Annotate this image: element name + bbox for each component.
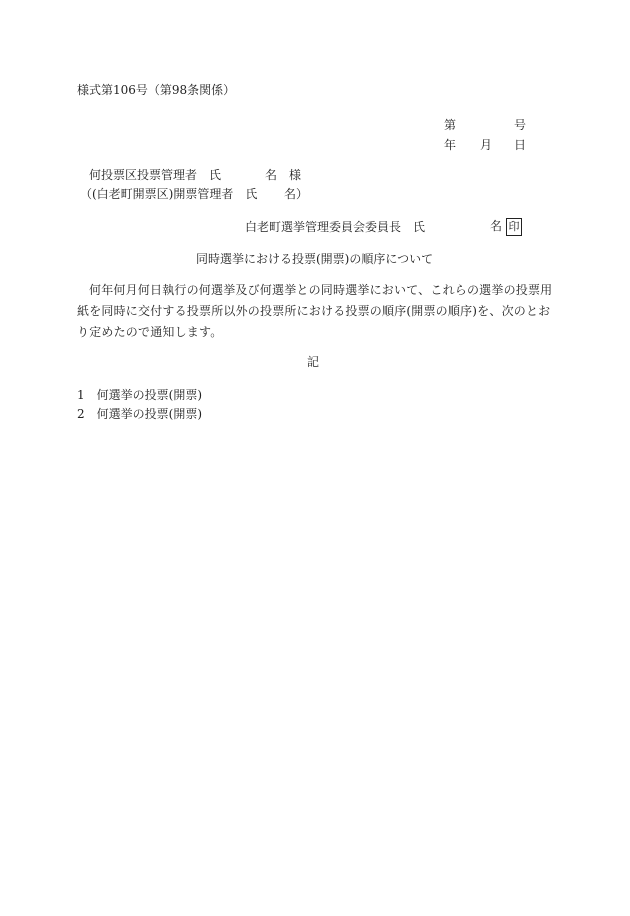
doc-date-day: 日 <box>514 138 527 152</box>
body-paragraph: 何年何月何日執行の何選挙及び何選挙との同時選挙において、これらの選挙の投票用紙を同時に交付する投票所以外の投票所における投票の順序(開票の順序)を、次のとおり定めたので通知します。 <box>77 283 553 339</box>
ki-heading: 記 <box>307 355 320 369</box>
list-item-text: 何選挙の投票(開票) <box>96 407 203 421</box>
sender-title: 白老町選挙管理委員会委員長 氏 <box>245 220 426 234</box>
seal-mark: 印 <box>506 218 522 236</box>
subject-title: 同時選挙における投票(開票)の順序について <box>196 252 434 266</box>
doc-number-suffix: 号 <box>514 118 527 132</box>
list-item <box>77 406 202 422</box>
sender-name-suffix: 名 <box>490 219 503 233</box>
sender-name-block <box>490 218 522 236</box>
doc-date-month: 月 <box>480 138 493 152</box>
addressee-line2-suffix: 名） <box>284 187 309 201</box>
addressee-line2-title: （(白老町開票区)開票管理者 氏 <box>80 187 258 201</box>
doc-date-year: 年 <box>444 138 457 152</box>
addressee-line1-title: 何投票区投票管理者 氏 <box>89 168 222 182</box>
list-item <box>77 387 202 403</box>
doc-number-prefix: 第 <box>444 118 457 132</box>
list-item-number: 2 <box>77 407 85 421</box>
form-header: 様式第106号（第98条関係） <box>77 83 236 97</box>
addressee-line1-suffix: 名 様 <box>265 168 302 182</box>
list-item-text: 何選挙の投票(開票) <box>96 388 203 402</box>
list-item-number: 1 <box>77 388 85 402</box>
